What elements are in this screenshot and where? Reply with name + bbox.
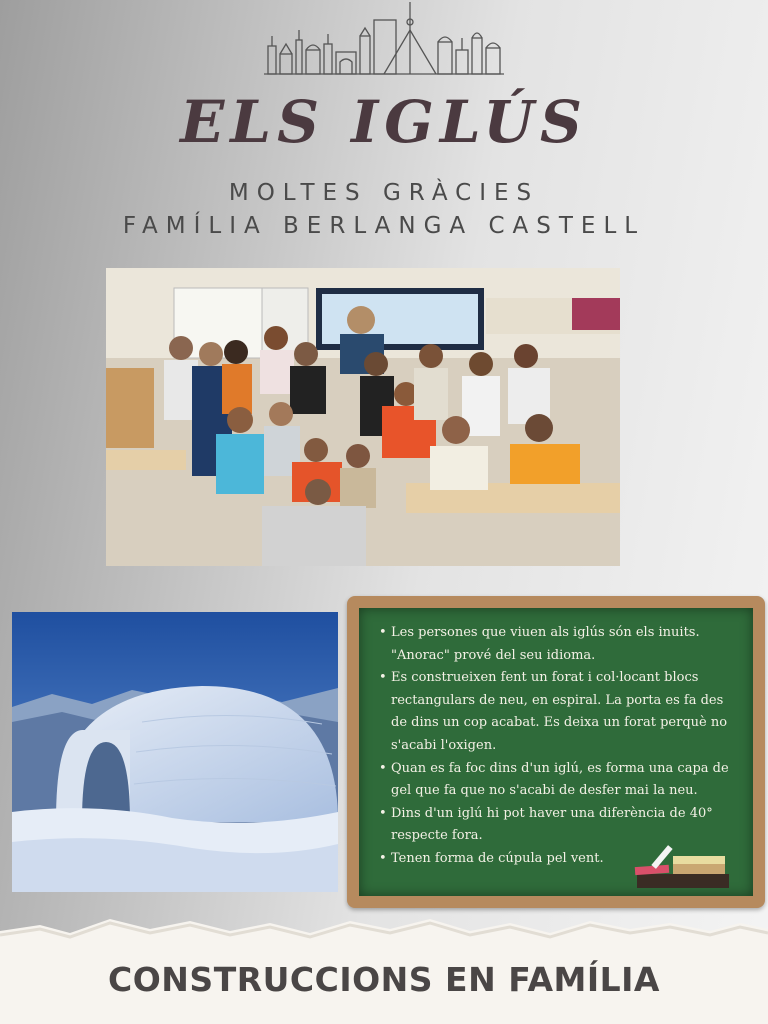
footer-title: CONSTRUCCIONS EN FAMÍLIA <box>108 960 660 999</box>
fact-item: • Dins d'un iglú hi pot haver una diferència de 40° respecte fora. <box>379 803 735 848</box>
fact-item: • Es construeixen fent un forat i col·locant blocs rectangulars de neu, en espiral. La porta es fa des de dins un cop acabat. Es deixa un forat perquè no s'acabi l'oxigen. <box>379 667 735 757</box>
fact-item: • Les persones que viuen als iglús són els inuits. "Anorac" prové del seu idioma. <box>379 622 735 667</box>
facts-list <box>379 622 735 871</box>
chalkboard <box>347 596 765 908</box>
class-group-photo <box>106 268 620 566</box>
page-title: ELS IGLÚS <box>180 88 588 156</box>
chalk-eraser-icon <box>633 842 729 888</box>
chalkboard-surface <box>359 608 753 896</box>
igloo-photo <box>12 612 338 892</box>
fact-item: • Quan es fa foc dins d'un iglú, es forma una capa de gel que fa que no s'acabi de desfer mai la neu. <box>379 758 735 803</box>
thanks-text: MOLTES GRÀCIES <box>228 180 540 206</box>
fact-item: • Tenen forma de cúpula pel vent. <box>379 848 735 871</box>
family-name: FAMÍLIA BERLANGA CASTELL <box>122 213 646 239</box>
city-skyline-icon <box>262 0 506 80</box>
